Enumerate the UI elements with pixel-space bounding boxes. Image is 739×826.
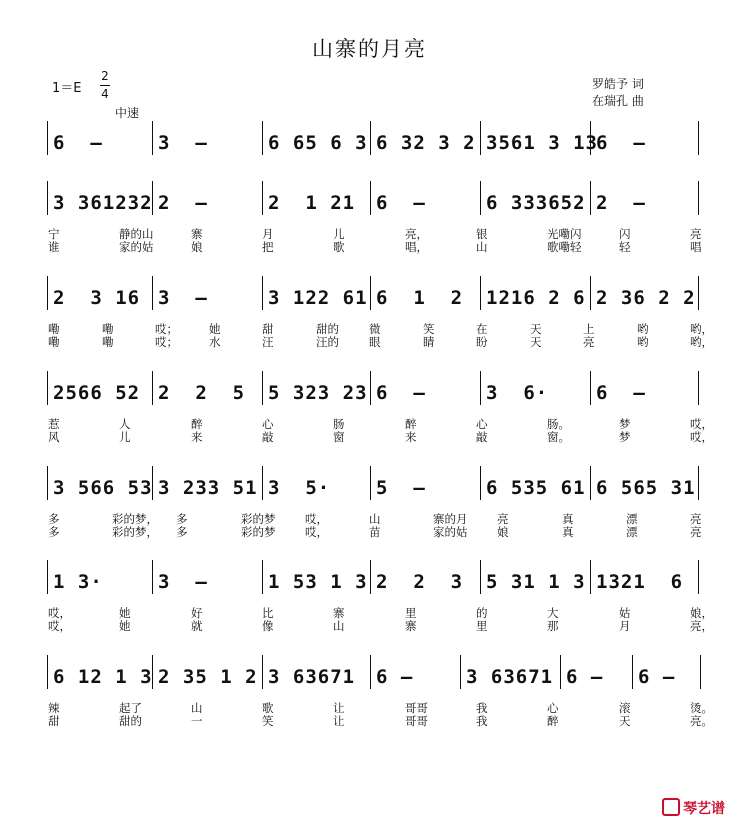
lyric-word: 烫。 <box>690 701 713 715</box>
bar-line <box>152 560 153 594</box>
lyric-word: 梦 <box>619 430 631 444</box>
bar-line <box>47 560 48 594</box>
measure: 6 — <box>596 132 646 154</box>
lyric-word: 辣 <box>48 701 60 715</box>
bar-line <box>370 655 371 689</box>
lyric-word: 汪 <box>262 335 274 349</box>
bar-line <box>262 371 263 405</box>
bar-line <box>590 276 591 310</box>
measure: 6 — <box>376 382 426 404</box>
song-title: 山寨的月亮 <box>312 37 427 61</box>
lyric-word: 那 <box>547 619 559 633</box>
lyric-word: 真 <box>562 512 574 526</box>
lyric-word: 漂 <box>626 525 638 539</box>
measure: 1216 2 6 <box>486 287 586 309</box>
bar-line <box>700 655 701 689</box>
lyric-word: 醉 <box>405 417 417 431</box>
lyric-word: 哎； <box>155 322 178 336</box>
lyric-word: 寨 <box>191 227 203 241</box>
bar-line <box>152 276 153 310</box>
bar-line <box>370 181 371 215</box>
lyric-word: 唱， <box>405 240 428 254</box>
lyric-word: 亮 <box>497 512 509 526</box>
notes-row <box>0 378 739 408</box>
bar-line <box>152 371 153 405</box>
bar-line <box>590 181 591 215</box>
lyric-word: 她 <box>209 322 221 336</box>
lyric-word: 哟 <box>637 335 649 349</box>
lyric-word: 多 <box>176 512 188 526</box>
bar-line <box>47 371 48 405</box>
measure: 2 — <box>158 192 208 214</box>
measure: 5 323 23 <box>268 382 368 404</box>
lyric-word: 哎， <box>48 606 71 620</box>
bar-line <box>698 466 699 500</box>
lyric-word: 惹 <box>48 417 60 431</box>
lyric-word: 就 <box>191 619 203 633</box>
notes-row <box>0 473 739 503</box>
lyric-word: 她 <box>119 606 131 620</box>
measure: 3 — <box>158 287 208 309</box>
lyric-word: 娘 <box>497 525 509 539</box>
measure: 6 1 2 <box>376 287 464 309</box>
lyric-word: 寨 <box>333 606 345 620</box>
measure: 6 32 3 2 <box>376 132 476 154</box>
lyric-word: 歌 <box>333 240 345 254</box>
lyric-word: 水 <box>209 335 221 349</box>
lyric-word: 月 <box>262 227 274 241</box>
lyric-word: 上 <box>583 322 595 336</box>
bar-line <box>47 276 48 310</box>
lyric-word: 歌 <box>262 701 274 715</box>
bar-line <box>370 371 371 405</box>
measure: 2 2 5 <box>158 382 246 404</box>
lyric-word: 醉 <box>547 714 559 728</box>
lyric-word: 儿 <box>119 430 131 444</box>
bar-line <box>262 466 263 500</box>
lyric-word: 窗 <box>333 430 345 444</box>
measure: 3 566 53 <box>53 477 153 499</box>
lyric-word: 心 <box>476 417 488 431</box>
composer-credit: 在瑞孔 曲 <box>592 94 644 108</box>
lyric-word: 亮。 <box>690 714 713 728</box>
bar-line <box>262 560 263 594</box>
lyric-word: 一 <box>191 714 203 728</box>
lyric-word: 嘞 <box>102 322 114 336</box>
lyric-word: 儿 <box>333 227 345 241</box>
lyric-word: 哥哥 <box>405 714 428 728</box>
lyric-word: 嘞 <box>48 335 60 349</box>
bar-line <box>698 371 699 405</box>
measure: 2 3 16 <box>53 287 141 309</box>
lyric-word: 亮 <box>690 525 702 539</box>
lyric-word: 笑 <box>262 714 274 728</box>
notes-row <box>0 567 739 597</box>
lyric-word: 歌嘞轻 <box>547 240 582 254</box>
bar-line <box>480 371 481 405</box>
lyric-word: 月 <box>619 619 631 633</box>
bar-line <box>632 655 633 689</box>
lyric-word: 哟， <box>690 322 713 336</box>
measure: 3 63671 <box>466 666 554 688</box>
lyric-word: 哎， <box>305 525 328 539</box>
lyric-word: 风 <box>48 430 60 444</box>
bar-line <box>370 560 371 594</box>
measure: 6 — <box>376 666 414 688</box>
lyric-word: 哎， <box>690 430 713 444</box>
bar-line <box>370 276 371 310</box>
lyric-word: 银 <box>476 227 488 241</box>
lyric-word: 窗。 <box>547 430 570 444</box>
lyric-word: 哎； <box>155 335 178 349</box>
lyric-word: 心 <box>262 417 274 431</box>
lyric-word: 把 <box>262 240 274 254</box>
lyric-word: 甜 <box>262 322 274 336</box>
lyric-word: 亮 <box>690 227 702 241</box>
bar-line <box>560 655 561 689</box>
lyric-word: 苗 <box>369 525 381 539</box>
meter-top: 2 <box>101 69 109 83</box>
bar-line <box>262 181 263 215</box>
measure: 6 — <box>566 666 604 688</box>
lyric-word: 多 <box>48 525 60 539</box>
lyric-word: 多 <box>48 512 60 526</box>
lyric-word: 山 <box>369 512 381 526</box>
lyric-word: 哎， <box>48 619 71 633</box>
measure: 3561 3 13 <box>486 132 598 154</box>
bar-line <box>480 276 481 310</box>
lyric-word: 像 <box>262 619 274 633</box>
measure: 2 1 21 <box>268 192 356 214</box>
lyric-word: 宁 <box>48 227 60 241</box>
bar-line <box>480 466 481 500</box>
lyric-word: 亮 <box>583 335 595 349</box>
lyric-word: 彩的梦， <box>112 512 158 526</box>
lyric-word: 闪 <box>619 227 631 241</box>
bar-line <box>590 371 591 405</box>
measure: 3 122 61 <box>268 287 368 309</box>
lyric-word: 甜的 <box>316 322 339 336</box>
lyric-word: 寨的月 <box>433 512 468 526</box>
lyric-word: 肠 <box>333 417 345 431</box>
measure: 2 — <box>596 192 646 214</box>
key-signature: 1＝E <box>52 81 82 96</box>
notes-row <box>0 188 739 218</box>
measure: 6 — <box>376 192 426 214</box>
lyric-word: 嘞 <box>102 335 114 349</box>
measure: 2 35 1 2 <box>158 666 258 688</box>
lyric-word: 家的姑 <box>119 240 154 254</box>
lyric-word: 山 <box>333 619 345 633</box>
brand-icon <box>662 798 680 816</box>
notes-row <box>0 662 739 692</box>
measure: 3 5· <box>268 477 331 499</box>
bar-line <box>370 121 371 155</box>
lyric-word: 静的山 <box>119 227 154 241</box>
measure: 3 233 51 <box>158 477 258 499</box>
lyric-word: 轻 <box>619 240 631 254</box>
measure: 1 3· <box>53 571 103 593</box>
lyric-word: 比 <box>262 606 274 620</box>
measure: 3 — <box>158 132 208 154</box>
lyric-word: 让 <box>333 701 345 715</box>
bar-line <box>152 121 153 155</box>
lyric-word: 哎， <box>305 512 328 526</box>
bar-line <box>47 181 48 215</box>
lyric-word: 哎， <box>690 417 713 431</box>
brand-name: 琴艺谱 <box>683 801 725 817</box>
lyric-word: 甜 <box>48 714 60 728</box>
measure: 3 6· <box>486 382 549 404</box>
measure: 6 535 61 <box>486 477 586 499</box>
notes-row <box>0 283 739 313</box>
lyric-word: 姑 <box>619 606 631 620</box>
lyric-word: 好 <box>191 606 203 620</box>
bar-line <box>480 121 481 155</box>
measure: 6 — <box>596 382 646 404</box>
lyric-word: 滚 <box>619 701 631 715</box>
bar-line <box>460 655 461 689</box>
tempo-marking: 中速 <box>115 106 140 120</box>
bar-line <box>262 276 263 310</box>
measure: 1321 6 <box>596 571 684 593</box>
lyric-word: 她 <box>119 619 131 633</box>
lyric-word: 天 <box>530 335 542 349</box>
bar-line <box>370 466 371 500</box>
lyric-word: 敲 <box>262 430 274 444</box>
lyric-word: 来 <box>405 430 417 444</box>
measure: 5 — <box>376 477 426 499</box>
lyric-word: 盼 <box>476 335 488 349</box>
bar-line <box>262 655 263 689</box>
lyric-word: 笑 <box>423 322 435 336</box>
lyric-word: 我 <box>476 701 488 715</box>
lyric-word: 山 <box>476 240 488 254</box>
lyric-word: 大 <box>547 606 559 620</box>
lyric-word: 梦 <box>619 417 631 431</box>
lyric-word: 敲 <box>476 430 488 444</box>
bar-line <box>590 560 591 594</box>
measure: 3 63671 <box>268 666 356 688</box>
lyric-word: 哟， <box>690 335 713 349</box>
lyric-word: 寨 <box>405 619 417 633</box>
lyricist-credit: 罗皓予 词 <box>592 77 644 91</box>
lyric-word: 光嘞闪 <box>547 227 582 241</box>
lyric-word: 里 <box>476 619 488 633</box>
measure: 6 12 1 3 <box>53 666 153 688</box>
lyric-word: 嘞 <box>48 322 60 336</box>
measure: 2 36 2 2 <box>596 287 696 309</box>
bar-line <box>480 560 481 594</box>
lyric-word: 天 <box>530 322 542 336</box>
notes-row <box>0 128 739 158</box>
measure: 6 565 31 <box>596 477 696 499</box>
lyric-word: 天 <box>619 714 631 728</box>
measure: 1 53 1 3 <box>268 571 368 593</box>
lyric-word: 多 <box>176 525 188 539</box>
lyric-word: 谁 <box>48 240 60 254</box>
lyric-word: 彩的梦， <box>112 525 158 539</box>
lyric-word: 亮 <box>690 512 702 526</box>
bar-line <box>698 121 699 155</box>
lyric-word: 甜的 <box>119 714 142 728</box>
lyric-word: 微 <box>369 322 381 336</box>
measure: 6 — <box>638 666 676 688</box>
lyric-word: 心 <box>547 701 559 715</box>
bar-line <box>698 276 699 310</box>
lyric-word: 家的姑 <box>433 525 468 539</box>
measure: 6 — <box>53 132 103 154</box>
lyric-word: 里 <box>405 606 417 620</box>
bar-line <box>262 121 263 155</box>
measure: 2566 52 <box>53 382 141 404</box>
bar-line <box>590 466 591 500</box>
lyric-word: 哥哥 <box>405 701 428 715</box>
lyric-word: 起了 <box>119 701 142 715</box>
measure: 3 361232 <box>53 192 153 214</box>
bar-line <box>47 655 48 689</box>
lyric-word: 眼 <box>369 335 381 349</box>
lyric-word: 哟 <box>637 322 649 336</box>
meter-divider <box>100 85 110 86</box>
lyric-word: 来 <box>191 430 203 444</box>
lyric-word: 在 <box>476 322 488 336</box>
lyric-word: 睛 <box>423 335 435 349</box>
lyric-word: 漂 <box>626 512 638 526</box>
bar-line <box>47 121 48 155</box>
bar-line <box>698 181 699 215</box>
lyric-word: 彩的梦 <box>241 525 276 539</box>
lyric-word: 唱 <box>690 240 702 254</box>
lyric-word: 醉 <box>191 417 203 431</box>
bar-line <box>480 181 481 215</box>
measure: 6 65 6 3 <box>268 132 368 154</box>
lyric-word: 我 <box>476 714 488 728</box>
lyric-word: 亮， <box>690 619 713 633</box>
lyric-word: 真 <box>562 525 574 539</box>
time-signature <box>100 68 110 103</box>
lyric-word: 娘， <box>690 606 713 620</box>
measure: 5 31 1 3 <box>486 571 586 593</box>
lyric-word: 肠。 <box>547 417 570 431</box>
meter-bottom: 4 <box>101 87 109 101</box>
lyric-word: 人 <box>119 417 131 431</box>
lyric-word: 让 <box>333 714 345 728</box>
lyric-word: 汪的 <box>316 335 339 349</box>
bar-line <box>698 560 699 594</box>
lyric-word: 娘 <box>191 240 203 254</box>
lyric-word: 亮， <box>405 227 428 241</box>
lyric-word: 的 <box>476 606 488 620</box>
measure: 6 333652 <box>486 192 586 214</box>
lyric-word: 彩的梦 <box>241 512 276 526</box>
measure: 2 2 3 <box>376 571 464 593</box>
brand-logo <box>662 798 725 818</box>
measure: 3 — <box>158 571 208 593</box>
bar-line <box>47 466 48 500</box>
lyric-word: 山 <box>191 701 203 715</box>
